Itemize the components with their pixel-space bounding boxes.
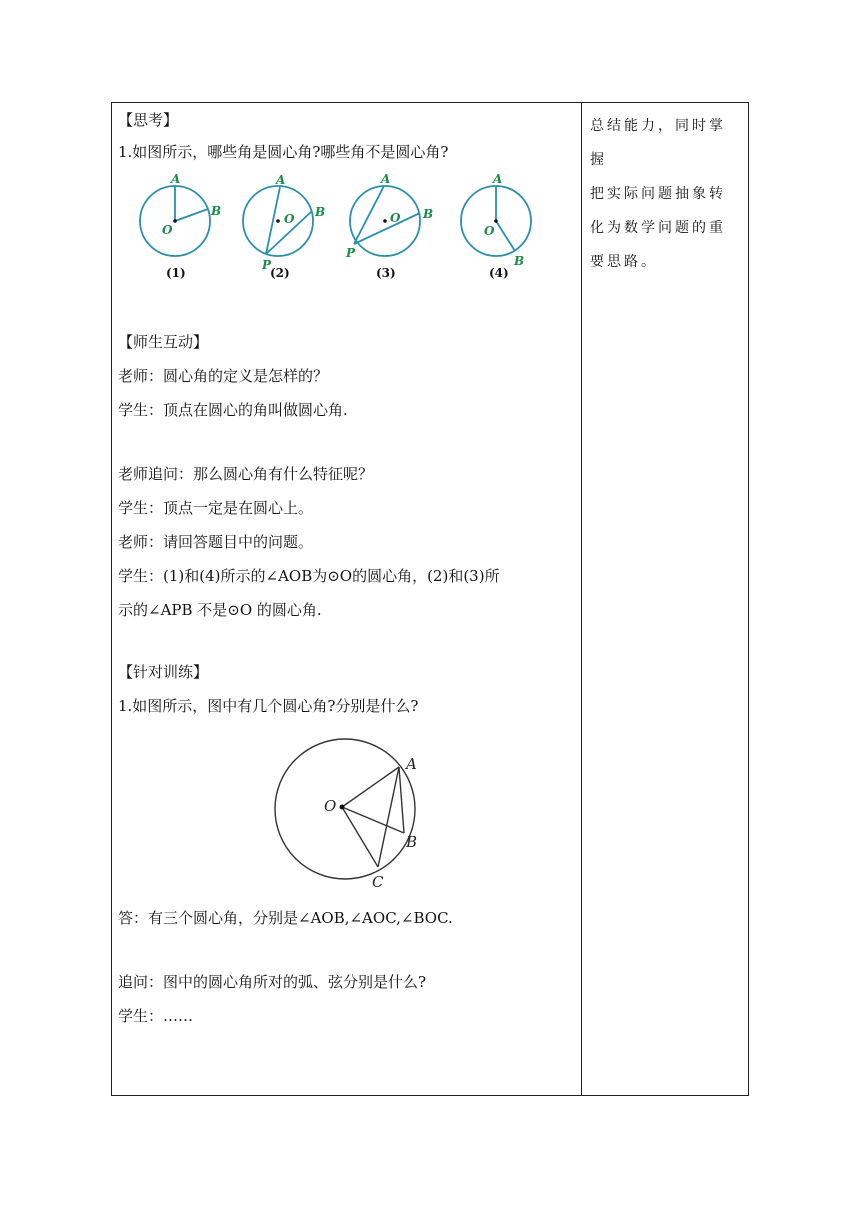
practice-circle-figure [258, 731, 428, 891]
fig4-label-o: O [484, 224, 495, 238]
interaction-line-5: 老师：请回答题目中的问题。 [118, 533, 314, 551]
lesson-table [111, 102, 749, 1096]
practice-student: 学生：…… [118, 1007, 194, 1025]
practice-label-o: O [324, 797, 337, 815]
fig3-caption: (3) [376, 266, 396, 280]
interaction-line-1: 老师：圆心角的定义是怎样的？ [118, 367, 329, 385]
right-line-1: 总结能力，同时掌握 [590, 118, 726, 168]
interaction-line-3: 老师追问：那么圆心角有什么特征呢？ [118, 465, 374, 483]
fig4-caption: (4) [489, 266, 509, 280]
interaction-line-2: 学生：顶点在圆心的角叫做圆心角. [118, 401, 348, 419]
fig2-label-p: P [262, 258, 272, 272]
fig2-label-o: O [284, 212, 295, 226]
fig1-caption: (1) [166, 266, 186, 280]
practice-heading: 【针对训练】 [118, 663, 209, 681]
think-question: 1.如图所示，哪些角是圆心角?哪些角不是圆心角? [118, 143, 449, 161]
interaction-line-4: 学生：顶点一定是在圆心上。 [118, 499, 314, 517]
right-column [590, 109, 740, 279]
fig2-label-a: A [276, 173, 286, 187]
fig2-label-b: B [315, 205, 326, 219]
interaction-line-6: 学生：(1)和(4)所示的∠AOB为⊙O的圆心角，(2)和(3)所 [118, 567, 500, 585]
think-heading: 【思考】 [118, 111, 179, 129]
fig3-label-p: P [346, 246, 356, 260]
practice-label-a: A [406, 755, 417, 773]
practice-label-b: B [406, 833, 418, 851]
right-line-2: 把实际问题抽象转 [590, 186, 726, 202]
practice-label-c: C [372, 873, 384, 891]
practice-followup: 追问：图中的圆心角所对的弧、弦分别是什么? [118, 973, 427, 991]
right-line-3: 化为数学问题的重 [590, 220, 726, 236]
interaction-line-7: 示的∠APB 不是⊙O 的圆心角. [118, 601, 322, 619]
practice-answer: 答：有三个圆心角，分别是∠AOB,∠AOC,∠BOC. [118, 909, 453, 927]
four-circle-figure [118, 171, 578, 281]
fig3-label-b: B [423, 207, 434, 221]
fig3-label-o: O [390, 211, 401, 225]
practice-question: 1.如图所示，图中有几个圆心角?分别是什么? [118, 697, 419, 715]
fig1-label-a: A [171, 172, 181, 186]
fig4-label-a: A [493, 172, 503, 186]
fig3-label-a: A [381, 172, 391, 186]
interaction-heading: 【师生互动】 [118, 333, 209, 351]
fig1-label-o: O [162, 223, 173, 237]
fig2-caption: (2) [270, 266, 290, 280]
fig1-label-b: B [211, 204, 222, 218]
right-line-4: 要思路。 [590, 254, 658, 270]
fig4-label-b: B [514, 254, 525, 268]
column-divider [581, 103, 582, 1095]
